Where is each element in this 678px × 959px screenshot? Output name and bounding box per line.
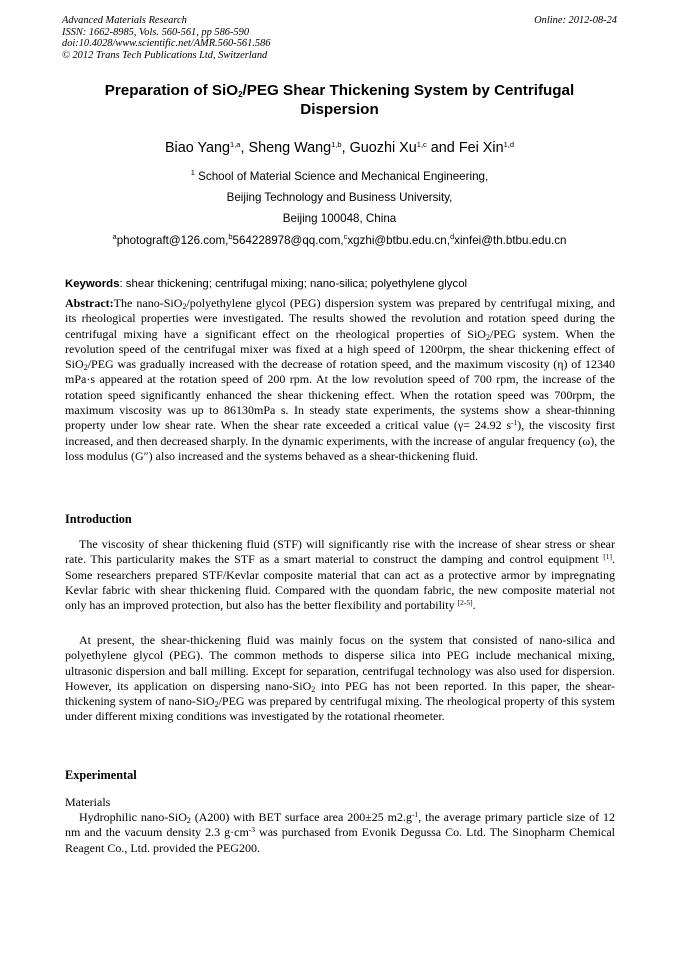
abstract-paragraph: Abstract:The nano-SiO$_2$/polyethylene glycol (PEG) dispersion system was prepared by centrifugal mixing, and its rheological properties were investigated. The results showed the revolution and rotation speed during the centrifugal mixing have a significant effect on the rheological properties of SiO$_2$/PEG system. When the revolution speed of the centrifugal mixer was fixed at a high speed of 1200rpm, the shear thickening effect of SiO$_2$/PEG was gradually increased with the decrease of rotation speed, and the maximum viscosity (η) of 12340 mPa·s appeared at the rotation speed of 200 rpm. At the low revolution speed of 700 rpm, the increase of the rotation speed significantly enhanced the shear thickening effect. When the rotation speed was 700rpm, the maximum viscosity was up to 86130mPa s. In steady state experiments, the systems show a shear-thinning property under low shear rate. When the shear rate exceeded a critical value (γ= 24.92 $s^{-1}$), the viscosity first increased, and then decreased sharply. In the dynamic experiments, with the increase of angular frequency (ω), the loss modulus (G″) also increased and the systems behaved as a shear-thickening fluid.	[65, 296, 616, 463]
author-list: Biao Yang$^{1,a}$, Sheng Wang$^{1,b}$, Guozhi Xu$^{1,c}$ and Fei Xin$^{1,d}$	[164, 140, 515, 156]
journal-doi: doi:10.4028/www.scientific.net/AMR.560-561.586	[62, 38, 271, 50]
affiliation-line-3: Beijing 100048, China	[282, 212, 397, 225]
materials-subheading: Materials	[65, 795, 111, 809]
affiliation-line-1: $^1$ School of Material Science and Mechanical Engineering,	[190, 168, 489, 183]
introduction-heading: Introduction	[65, 512, 132, 526]
experimental-heading: Experimental	[65, 768, 137, 782]
journal-issn: ISSN: 1662-8985, Vols. 560-561, pp 586-590	[62, 26, 250, 38]
author-name: Sheng Wang	[248, 140, 332, 156]
abstract-label: Abstract:	[65, 296, 114, 310]
journal-header	[62, 15, 617, 61]
email-link[interactable]: xgzhi@btbu.edu.cn,	[347, 234, 450, 247]
email-link[interactable]: xinfei@th.btbu.edu.cn	[454, 234, 567, 247]
paper-title: Preparation of SiO$_2$/PEG Shear Thickening System by Centrifugal Dispersion	[104, 82, 575, 118]
email-list: $^a$photograft@126.com,$^b$564228978@qq.com,$^c$xgzhi@btbu.edu.cn,$^d$xinfei@th.btbu.edu.cn	[112, 232, 567, 247]
keywords-text: shear thickening; centrifugal mixing; nano-silica; polyethylene glycol	[122, 278, 468, 290]
introduction-paragraph-1: The viscosity of shear thickening fluid (STF) will significantly rise with the increase of shear stress or shear rate. This particularity makes the STF as a smart material to construct the damping and control equipment [1]. Some researchers prepared STF/Kevlar composite material that can act as a protective armor by impregnating Kevlar fabric with shear thickening fluid. Compared with the quondam fabric, the new composite material not only has an improved protection, but also has the better flexibility and portability [2-5].	[65, 537, 615, 613]
affiliation-line-2: Beijing Technology and Business University,	[226, 191, 453, 204]
online-date: Online: 2012-08-24	[534, 15, 617, 26]
keywords-line: Keywords: shear thickening; centrifugal mixing; nano-silica; polyethylene glycol	[65, 278, 468, 290]
introduction-paragraph-2: At present, the shear-thickening fluid was mainly focus on the system that consisted of nano-silica and polyethylene glycol (PEG). The common methods to disperse silica into PEG include mechanical mixing, ultrasonic dispersion and ball milling. Except for separation, centrifugal technology was also used for dispersion. However, its application on dispersing nano-SiO$_2$ into PEG has not been reported. In this paper, the shear-thickening system of nano-SiO$_2$/PEG was prepared by centrifugal mixing. The rheological property of this system under different mixing conditions was investigated by the rotational rheometer.	[65, 633, 615, 724]
author-name: Fei Xin	[458, 140, 504, 156]
materials-paragraph: Hydrophilic nano-SiO$_2$ (A200) with BET surface area 200±25 $m2.g^{-1}$, the average primary particle size of 12 nm and the vacuum density 2.3 $g\cdot cm^{-3}$ was purchased from Evonik Degussa Co. Ltd. The Sinopharm Chemical Reagent Co., Ltd. provided the PEG200.	[65, 810, 615, 855]
email-link[interactable]: 564228978@qq.com,	[232, 234, 344, 247]
email-link[interactable]: photograft@126.com,	[116, 234, 229, 247]
journal-name: Advanced Materials Research	[62, 15, 187, 26]
author-name: Biao Yang	[164, 140, 231, 156]
author-name: Guozhi Xu	[349, 140, 417, 156]
keywords-label: Keywords	[65, 278, 120, 290]
journal-copyright: © 2012 Trans Tech Publications Ltd, Switzerland	[62, 49, 268, 61]
